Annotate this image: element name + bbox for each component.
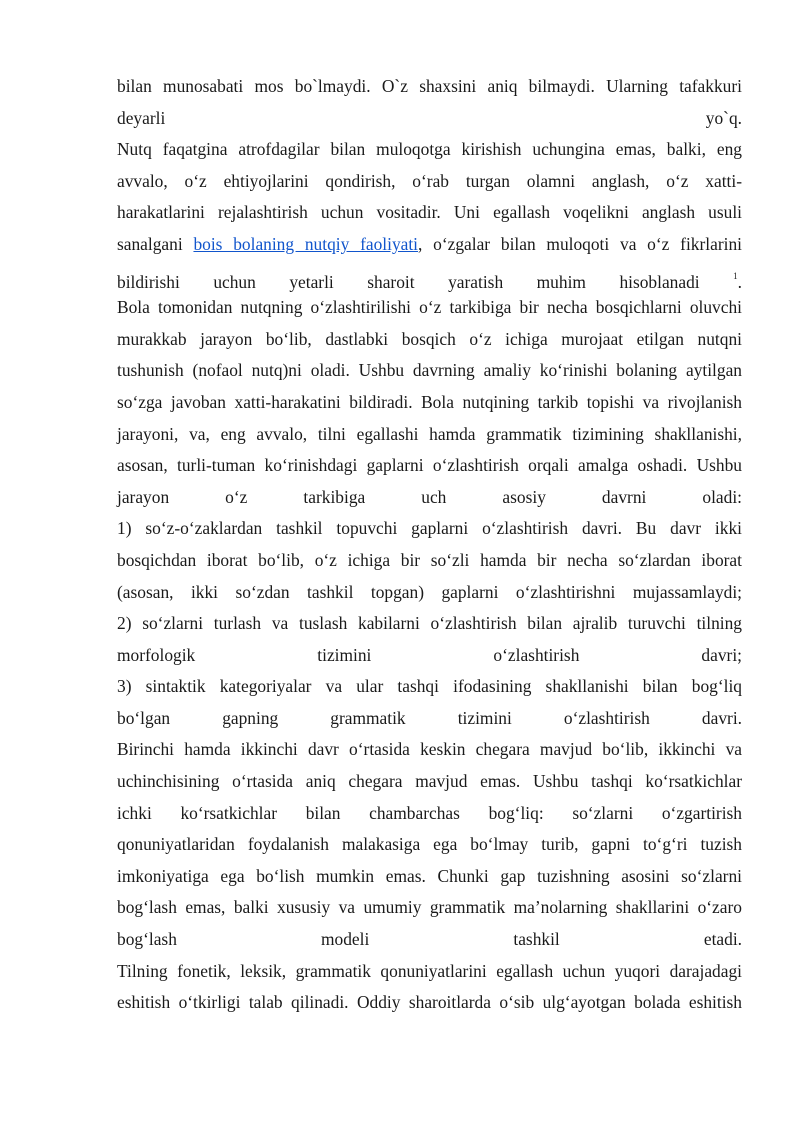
text-line: Birinchi hamda ikkinchi davr o‘rtasida keskin chegara mavjud bo‘lib, ikkinchi va xyxy=(117,739,742,760)
text-segment: sanalgani xyxy=(117,233,194,254)
text-line: morfologik tizimini o‘zlashtirish davri; xyxy=(117,644,742,665)
text-line: qonuniyatlaridan foydalanish malakasiga ega bo‘lmay turib, gapni to‘g‘ri tuzish xyxy=(117,834,742,855)
text-line: (asosan, ikki so‘zdan tashkil topgan) gaplarni o‘zlashtirishni mujassamlaydi; xyxy=(117,581,742,602)
text-line: 1) so‘z-o‘zaklardan tashkil topuvchi gaplarni o‘zlashtirish davri. Bu davr ikki xyxy=(117,518,742,539)
text-line: avvalo, o‘z ehtiyojlarini qondirish, o‘rab turgan olamni anglash, o‘z xatti- xyxy=(117,170,742,191)
text-line: ichki ko‘rsatkichlar bilan chambarchas bog‘liq: so‘zlarni o‘zgartirish xyxy=(117,802,742,823)
text-line: deyarli yo`q. xyxy=(117,107,742,128)
hyperlink[interactable]: bois bolaning nutqiy faoliyati xyxy=(193,233,419,254)
text-line: jarayon o‘z tarkibiga uch asosiy davrni oladi: xyxy=(117,486,742,507)
document-body xyxy=(117,71,742,1019)
text-line xyxy=(117,261,742,293)
text-line: imkoniyatiga ega bo‘lish mumkin emas. Chunki gap tuzishning asosini so‘zlarni xyxy=(117,865,742,886)
text-line: jarayoni, va, eng avvalo, tilni egallashi hamda grammatik tizimining shakllanishi, xyxy=(117,423,742,444)
text-line: bog‘lash emas, balki xususiy va umumiy grammatik ma’nolarning shakllarini o‘zaro xyxy=(117,897,742,918)
text-line: Nutq faqatgina atrofdagilar bilan muloqotga kirishish uchungina emas, balki, eng xyxy=(117,139,742,160)
text-segment: , o‘zgalar bilan muloqoti va o‘z fikrlarini xyxy=(418,233,742,254)
text-line: bosqichdan iborat bo‘lib, o‘z ichiga bir so‘zli hamda bir necha so‘zlardan iborat xyxy=(117,549,742,570)
text-line: bo‘lgan gapning grammatik tizimini o‘zlashtirish davri. xyxy=(117,707,742,728)
text-line xyxy=(117,229,742,261)
text-segment: bildirishi uchun yetarli sharoit yaratish muhim hisoblanadi xyxy=(117,271,734,292)
text-line: bog‘lash modeli tashkil etadi. xyxy=(117,929,742,950)
footnote-marker[interactable]: 1 xyxy=(733,270,738,281)
text-line: Bola tomonidan nutqning o‘zlashtirilishi o‘z tarkibiga bir necha bosqichlarni oluvchi xyxy=(117,297,742,318)
text-line: bilan munosabati mos bo`lmaydi. O`z shaxsini aniq bilmaydi. Ularning tafakkuri xyxy=(117,76,742,96)
text-line: Tilning fonetik, leksik, grammatik qonuniyatlarini egallash uchun yuqori darajadagi xyxy=(117,960,742,981)
text-segment: . xyxy=(737,271,742,292)
text-line: harakatlarini rejalashtirish uchun vositadir. Uni egallash voqelikni anglash usuli xyxy=(117,202,742,223)
text-line: 3) sintaktik kategoriyalar va ular tashqi ifodasining shakllanishi bilan bog‘liq xyxy=(117,676,742,697)
text-line: uchinchisining o‘rtasida aniq chegara mavjud emas. Ushbu tashqi ko‘rsatkichlar xyxy=(117,771,742,792)
text-line: murakkab jarayon bo‘lib, dastlabki bosqich o‘z ichiga murojaat etilgan nutqni xyxy=(117,328,742,349)
text-line: 2) so‘zlarni turlash va tuslash kabilarni o‘zlashtirish bilan ajralib turuvchi tilning xyxy=(117,613,742,634)
text-line: tushunish (nofaol nutq)ni oladi. Ushbu davrning amaliy ko‘rinishi bolaning aytilgan xyxy=(117,360,742,381)
text-line: asosan, turli-tuman ko‘rinishdagi gaplarni o‘zlashtirish orqali amalga oshadi. Ushbu xyxy=(117,455,742,476)
text-line: so‘zga javoban xatti-harakatini bildiradi. Bola nutqining tarkib topishi va rivojlanish xyxy=(117,391,742,412)
text-line: eshitish o‘tkirligi talab qilinadi. Oddiy sharoitlarda o‘sib ulg‘ayotgan bolada eshitish xyxy=(117,992,742,1013)
